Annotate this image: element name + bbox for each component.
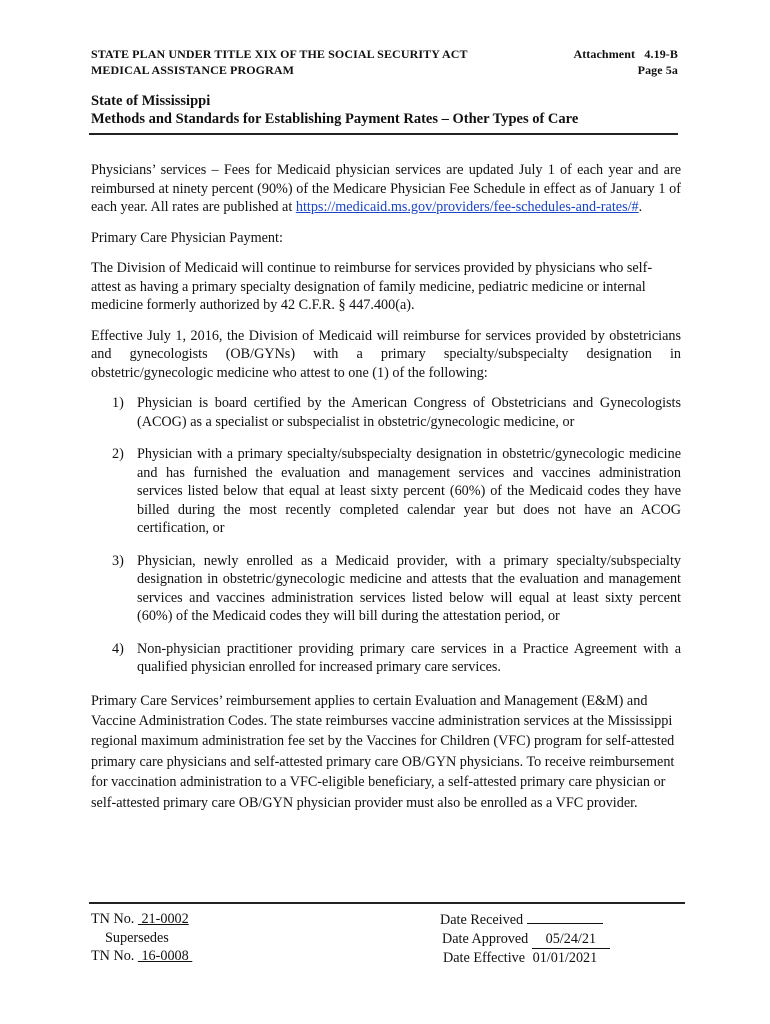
physicians-end: . bbox=[638, 199, 643, 215]
top-divider bbox=[89, 133, 678, 135]
pcp-heading: Primary Care Physician Payment: bbox=[91, 229, 283, 246]
fee-schedule-link[interactable]: https://medicaid.ms.gov/providers/fee-schedules-and-rates/# bbox=[295, 199, 639, 215]
state-title: State of Mississippi bbox=[91, 93, 211, 109]
list-number: 2) bbox=[112, 446, 124, 462]
header-right bbox=[573, 46, 678, 78]
tn-number-row bbox=[91, 910, 192, 929]
header-title-line1: STATE PLAN UNDER TITLE XIX OF THE SOCIAL SECURITY ACT bbox=[91, 47, 468, 61]
physicians-paragraph bbox=[91, 161, 681, 217]
list-item bbox=[91, 394, 681, 431]
effective-paragraph: Effective July 1, 2016, the Division of Medicaid will reimburse for services provided by obstetricians and gynecologists (OB/GYNs) with a primary specialty/subspecialty designation in obstetric/gynecologic medicine who attest to one (1) of the following: bbox=[91, 327, 681, 381]
date-effective-value: 01/01/2021 bbox=[532, 950, 598, 966]
list-number: 1) bbox=[112, 395, 124, 411]
list-item bbox=[91, 445, 681, 538]
supersedes-label: Supersedes bbox=[105, 929, 169, 946]
list-item-text: Physician with a primary specialty/subspecialty designation in obstetric/gynecologic medicine and has furnished the evaluation and management services and vaccines administration services listed below that equal at least sixty percent (60%) of the Medicaid codes they have billed during the most recently completed calendar year but does not have an ACOG certification, or bbox=[137, 446, 681, 536]
pcp-paragraph: The Division of Medicaid will continue to reimburse for services provided by physicians who self-attest as having a primary specialty designation of family medicine, pediatric medicine or internal medicine formerly authorized by 42 C.F.R. § 447.400(a). bbox=[91, 260, 653, 313]
section-title: Methods and Standards for Establishing Payment Rates – Other Types of Care bbox=[91, 111, 579, 127]
document-body bbox=[91, 161, 681, 825]
footer-left bbox=[91, 910, 192, 966]
date-approved-row bbox=[440, 930, 610, 950]
tn-superseded-row bbox=[91, 947, 192, 966]
document-title bbox=[91, 92, 578, 128]
tn2-label: TN No. bbox=[91, 948, 135, 964]
header-left bbox=[91, 46, 468, 78]
header-title-line2: MEDICAL ASSISTANCE PROGRAM bbox=[91, 63, 295, 77]
attestation-list bbox=[91, 394, 681, 677]
list-item-text: Physician, newly enrolled as a Medicaid provider, with a primary specialty/subspecialty designation in obstetric/gynecologic medicine and attests that the evaluation and management services and vaccines administration services listed below will equal at least sixty percent (60%) of the Medicaid codes they will bill during the attestation period, or bbox=[137, 552, 681, 624]
list-item bbox=[91, 640, 681, 677]
attachment-label: Attachment 4.19-B bbox=[573, 47, 678, 61]
page-number: Page 5a bbox=[637, 63, 678, 77]
date-received-blank bbox=[527, 910, 603, 924]
physicians-text: Physicians’ services – Fees for Medicaid physician services are updated July 1 of each year and are reimbursed at ninety percent (90%) of the Medicare Physician Fee Schedule in effect as of January 1 of each year. All rates are published at bbox=[91, 162, 681, 215]
date-effective-row bbox=[440, 949, 610, 968]
date-received-label: Date Received bbox=[440, 912, 524, 928]
list-item bbox=[91, 552, 681, 626]
list-item-text: Non-physician practitioner providing primary care services in a Practice Agreement with a qualified physician enrolled for increased primary care services. bbox=[137, 640, 681, 675]
list-number: 4) bbox=[112, 640, 124, 657]
footer-divider bbox=[89, 902, 685, 904]
footer-right bbox=[440, 910, 610, 968]
date-approved-label: Date Approved bbox=[442, 930, 529, 947]
date-approved-value: 05/24/21 bbox=[532, 930, 610, 950]
tn-label: TN No. bbox=[91, 911, 135, 927]
tn2-value: 16-0008 bbox=[137, 948, 193, 964]
tn-value: 21-0002 bbox=[137, 911, 189, 927]
list-item-text: Physician is board certified by the American Congress of Obstetricians and Gynecologists (ACOG) as a specialist or subspecialist in obstetric/gynecologic medicine, or bbox=[137, 395, 681, 430]
list-number: 3) bbox=[112, 552, 124, 569]
primary-care-services-paragraph: Primary Care Services’ reimbursement applies to certain Evaluation and Management (E&M) and Vaccine Administration Codes. The state reimburses vaccine administration services at the Mississippi regional maximum administration fee set by the Vaccines for Children (VFC) program for self-attested primary care physicians and self-attested primary care OB/GYN physicians. To receive reimbursement for vaccination administration to a VFC-eligible beneficiary, a self-attested primary care physician or self-attested primary care OB/GYN physician provider must also be enrolled as a VFC provider. bbox=[91, 692, 675, 811]
date-effective-label: Date Effective bbox=[443, 950, 526, 966]
date-received-row bbox=[440, 910, 610, 930]
